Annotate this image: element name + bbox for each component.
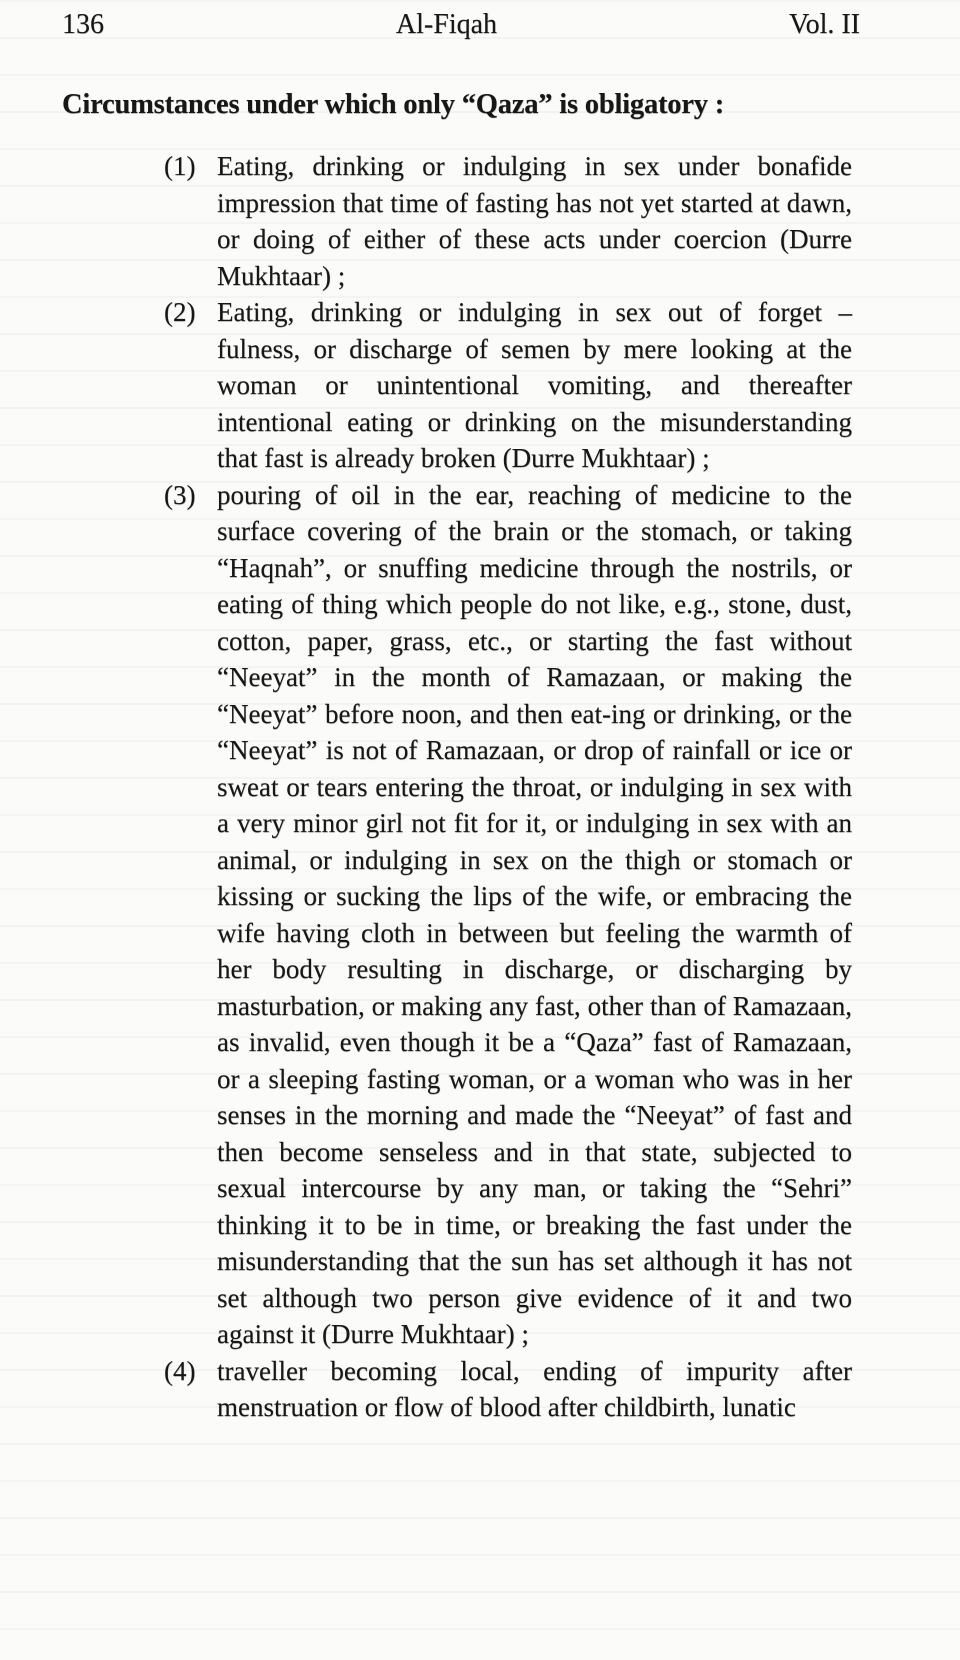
list-item [164,148,852,294]
item-text: pouring of oil in the ear, reaching of medicine to the surface covering of the brain or the stomach, or taking “Haqnah”, or snuffing medicine through the nostrils, or eating of thing which people do not like, e.g., stone, dust, cotton, paper, grass, etc., or starting the fast without “Neeyat” in the month of Ramazaan, or making the “Neeyat” before noon, and then eat-ing or drinking, or the “Neeyat” is not of Ramazaan, or drop of rainfall or ice or sweat or tears entering the throat, or indulging in sex with a very minor girl not fit for it, or indulging in sex with an animal, or indulging in sex on the thigh or stomach or kissing or sucking the lips of the wife, or embracing the wife having cloth in between but feeling the warmth of her body resulting in discharge, or discharging by masturbation, or making any fast, other than of Ramazaan, as invalid, even though it be a “Qaza” fast of Ramazaan, or a sleeping fasting woman, or a woman who was in her senses in the morning and made the “Neeyat” of fast and then become senseless and in that state, subjected to sexual intercourse by any man, or taking the “Sehri” thinking it to be in time, or breaking the fast under the misunderstanding that the sun has set although it has not set although two person give evidence of it and two against it (Durre Mukhtaar) ; [217,479,852,1349]
item-text: traveller becoming local, ending of impurity after menstruation or flow of blood after childbirth, lunatic [217,1355,852,1422]
list-item [164,294,852,477]
page-number: 136 [62,9,104,40]
item-number: (4) [164,1355,196,1386]
volume-label: Vol. II [788,9,860,40]
section-heading: Circumstances under which only “Qaza” is obligatory : [62,89,725,120]
list-item [164,477,852,1353]
qaza-circumstances-list [164,148,852,1426]
list-item [164,1353,852,1426]
item-number: (3) [164,479,196,510]
item-text: Eating, drinking or indulging in sex out of forget – fulness, or discharge of semen by mere looking at the woman or unintentional vomiting, and thereafter intentional eating or drinking on the misunderstanding that fast is already broken (Durre Mukhtaar) ; [217,297,852,473]
page-header [0,0,960,42]
item-number: (1) [164,151,196,181]
item-number: (2) [164,297,196,327]
book-title: Al-Fiqah [395,9,498,40]
item-text: Eating, drinking or indulging in sex under bonafide impression that time of fasting has not yet started at dawn, or doing of either of these acts under coercion (Durre Mukhtaar) ; [217,151,852,291]
